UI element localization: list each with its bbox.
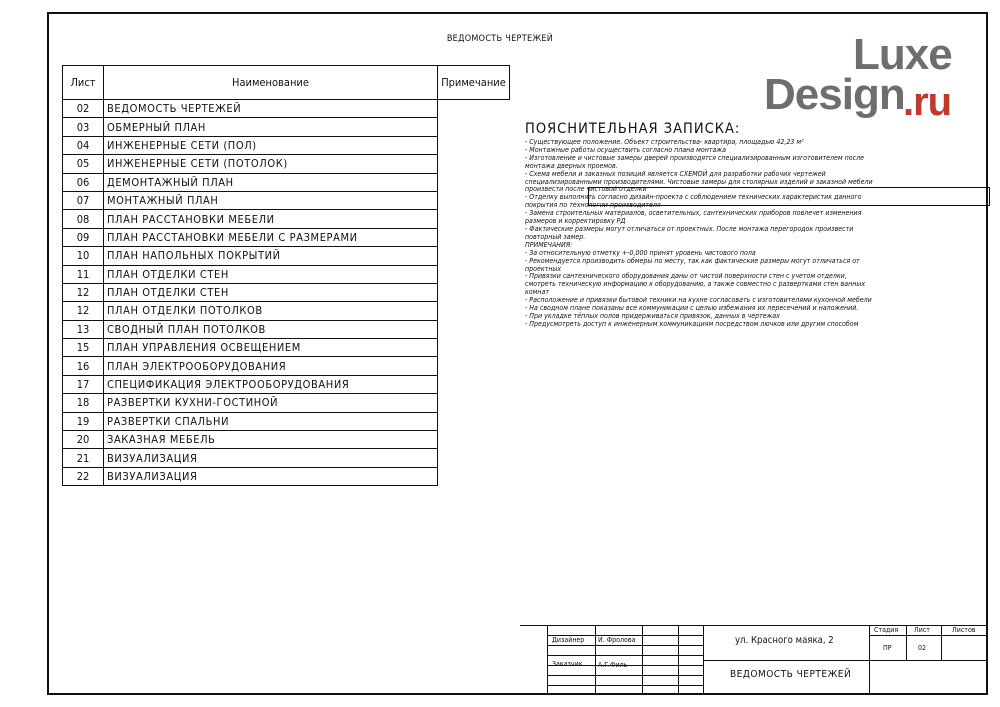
drawing-name-cell: ПЛАН ОТДЕЛКИ СТЕН: [104, 265, 438, 283]
sheet-number-cell: 12: [63, 283, 104, 301]
note-line: - Отделку выполнять согласно дизайн-проекта с соблюдением технических характеристик данного: [525, 193, 862, 202]
designer-name: И. Фролова: [598, 636, 636, 644]
drawing-name-cell: СПЕЦИФИКАЦИЯ ЭЛЕКТРООБОРУДОВАНИЯ: [104, 375, 438, 393]
drawing-name-cell: ПЛАН ЭЛЕКТРООБОРУДОВАНИЯ: [104, 357, 438, 375]
table-row: [63, 283, 510, 301]
header-sheet: Лист: [63, 66, 104, 100]
drawing-name-cell: ПЛАН РАССТАНОВКИ МЕБЕЛИ С РАЗМЕРАМИ: [104, 228, 438, 246]
table-row: [63, 302, 510, 320]
table-row: [63, 100, 510, 118]
logo-text-ru: .ru: [903, 80, 952, 124]
logo-text-luxe: Luxe: [853, 30, 952, 79]
sheet-number-cell: 08: [63, 210, 104, 228]
drawing-name-cell: МОНТАЖНЫЙ ПЛАН: [104, 191, 438, 209]
table-row: [63, 228, 510, 246]
table-row: [63, 449, 510, 467]
designer-label: Дизайнер: [552, 636, 585, 644]
table-row: [63, 191, 510, 209]
project-address: ул. Красного маяка, 2: [735, 635, 834, 646]
drawing-name-cell: ИНЖЕНЕРНЫЕ СЕТИ (ПОЛ): [104, 136, 438, 154]
sheet-number-cell: 05: [63, 155, 104, 173]
note-line: размеров и корректировку РД: [525, 217, 626, 226]
note-line: - Монтажные работы осуществить согласно плана монтажа: [525, 145, 726, 154]
drawing-name-cell: ПЛАН РАССТАНОВКИ МЕБЕЛИ: [104, 210, 438, 228]
note-line: - За относительную отметку +-0,000 принят уровень чистового пола: [525, 248, 756, 257]
drawing-name-cell: ВИЗУАЛИЗАЦИЯ: [104, 467, 438, 485]
sheet-number-cell: 09: [63, 228, 104, 246]
table-row: [63, 375, 510, 393]
sheet-number-cell: 10: [63, 247, 104, 265]
sheet-number-cell: 18: [63, 394, 104, 412]
sheet-number-cell: 04: [63, 136, 104, 154]
note-line: - Изготовление и чистовые замеры дверей производятся специализированным изготовителем после: [525, 153, 864, 162]
table-row: [63, 467, 510, 485]
note-line: - Существующее положение. Объект строительства- квартира, площадью 42,23 м²: [525, 138, 804, 146]
note-line: - Замена строительных материалов, осветительных, сантехнических приборов повлечет изменения: [525, 209, 862, 218]
table-row: [63, 431, 510, 449]
sheet-number-cell: 03: [63, 118, 104, 136]
sheet-number-cell: 19: [63, 412, 104, 430]
sheet-number-cell: 12: [63, 302, 104, 320]
drawing-name-cell: ИНЖЕНЕРНЫЕ СЕТИ (ПОТОЛОК): [104, 155, 438, 173]
note-heading: ПОЯСНИТЕЛЬНАЯ ЗАПИСКА:: [525, 121, 741, 137]
drawing-name-cell: ПЛАН УПРАВЛЕНИЯ ОСВЕЩЕНИЕМ: [104, 339, 438, 357]
table-row: [63, 210, 510, 228]
note-line: - Привязки сантехнического оборудования даны от чистой поверхности стен с учетом отделки,: [525, 272, 847, 281]
drawing-name-cell: РАЗВЕРТКИ КУХНИ-ГОСТИНОЙ: [104, 394, 438, 412]
table-row: [63, 412, 510, 430]
table-row: [63, 173, 510, 191]
note-line: - Схема мебели и заказных позиций является СХЕМОЙ для разработки рабочих чертежей: [525, 169, 826, 178]
note-line: монтажа дверных проемов.: [525, 161, 618, 170]
drawing-name-cell: ПЛАН ОТДЕЛКИ СТЕН: [104, 283, 438, 301]
drawing-name-cell: ПЛАН НАПОЛЬНЫХ ПОКРЫТИЙ: [104, 247, 438, 265]
table-row: [63, 247, 510, 265]
header-name: Наименование: [104, 66, 438, 100]
table-row: [63, 339, 510, 357]
sheet-number-cell: 15: [63, 339, 104, 357]
note-line: ПРИМЕЧАНИЯ:: [525, 240, 573, 249]
sheet-number-cell: 13: [63, 320, 104, 338]
drawing-name-cell: ОБМЕРНЫЙ ПЛАН: [104, 118, 438, 136]
drawing-name-cell: СВОДНЫЙ ПЛАН ПОТОЛКОВ: [104, 320, 438, 338]
sheet-label: Лист: [914, 626, 930, 634]
sheet-number-cell: 21: [63, 449, 104, 467]
table-row: [63, 118, 510, 136]
note-line: произвести после чистовой отделки: [525, 185, 647, 194]
stage-value: ПР: [883, 644, 892, 652]
note-line: покрытия по технологии производителя: [525, 201, 661, 210]
note-line: проектных: [525, 264, 562, 273]
note-line: - Предусмотреть доступ к инженерным коммуникациям посредством лючков или другим способом: [525, 319, 859, 328]
drawing-title: ВЕДОМОСТЬ ЧЕРТЕЖЕЙ: [730, 669, 852, 680]
note-line: - Рекомендуется производить обмеры по месту, так как фактические размеры могут отличаться от: [525, 256, 860, 265]
drawing-name-cell: ВЕДОМОСТЬ ЧЕРТЕЖЕЙ: [104, 100, 438, 118]
logo-text-design: Design: [764, 70, 905, 119]
sheet-number-cell: 20: [63, 431, 104, 449]
table-row: [63, 136, 510, 154]
sheet-number-cell: 11: [63, 265, 104, 283]
table-row: [63, 320, 510, 338]
drawing-name-cell: ВИЗУАЛИЗАЦИЯ: [104, 449, 438, 467]
stage-label: Стадия: [874, 626, 899, 634]
note-line: повторный замер.: [525, 232, 586, 241]
drawing-name-cell: ЗАКАЗНАЯ МЕБЕЛЬ: [104, 431, 438, 449]
sheet-title: ВЕДОМОСТЬ ЧЕРТЕЖЕЙ: [446, 34, 554, 44]
note-line: специализированными производителями. Чистовые замеры для столярных изделий и заказной мебели: [525, 177, 873, 186]
drawing-name-cell: РАЗВЕРТКИ СПАЛЬНИ: [104, 412, 438, 430]
table-row: [63, 394, 510, 412]
table-header-row: [63, 66, 510, 100]
customer-label: Заказчик: [552, 660, 583, 668]
table-row: [63, 155, 510, 173]
header-note: Примечание: [438, 66, 510, 100]
note-line: - Фактические размеры могут отличаться от проектных. После монтажа перегородок произвести: [525, 224, 854, 233]
customer-name: А.Г.Филь: [598, 661, 628, 669]
drawing-name-cell: ДЕМОНТАЖНЫЙ ПЛАН: [104, 173, 438, 191]
sheet-number-cell: 02: [63, 100, 104, 118]
drawing-name-cell: ПЛАН ОТДЕЛКИ ПОТОЛКОВ: [104, 302, 438, 320]
drawing-register-table: [62, 65, 510, 486]
note-line: комнат: [525, 288, 550, 297]
sheet-number-cell: 07: [63, 191, 104, 209]
note-lines: [525, 139, 925, 329]
note-line: - Расположение и привязки бытовой техники на кухне согласовать с изготовителями кухонной мебели: [525, 296, 872, 305]
note-line: - На сводном плане показаны все коммуникации с целью избежания их пересечений и наложений.: [525, 304, 859, 313]
note-line: смотреть техническую информацию к оборудованию, а также совместно с развертками стен ванных: [525, 280, 866, 289]
table-row: [63, 265, 510, 283]
explanatory-note: [525, 121, 925, 329]
title-block: [520, 625, 988, 695]
sheet-number-cell: 06: [63, 173, 104, 191]
luxedesign-logo: [760, 30, 970, 125]
table-row: [63, 357, 510, 375]
sheet-number-cell: 17: [63, 375, 104, 393]
sheets-label: Листов: [952, 626, 976, 634]
sheet-number-cell: 16: [63, 357, 104, 375]
sheet-value: 02: [918, 644, 927, 652]
sheet-number-cell: 22: [63, 467, 104, 485]
note-line: - При укладке тёплых полов придерживаться привязок, данных в чертежах: [525, 311, 780, 320]
